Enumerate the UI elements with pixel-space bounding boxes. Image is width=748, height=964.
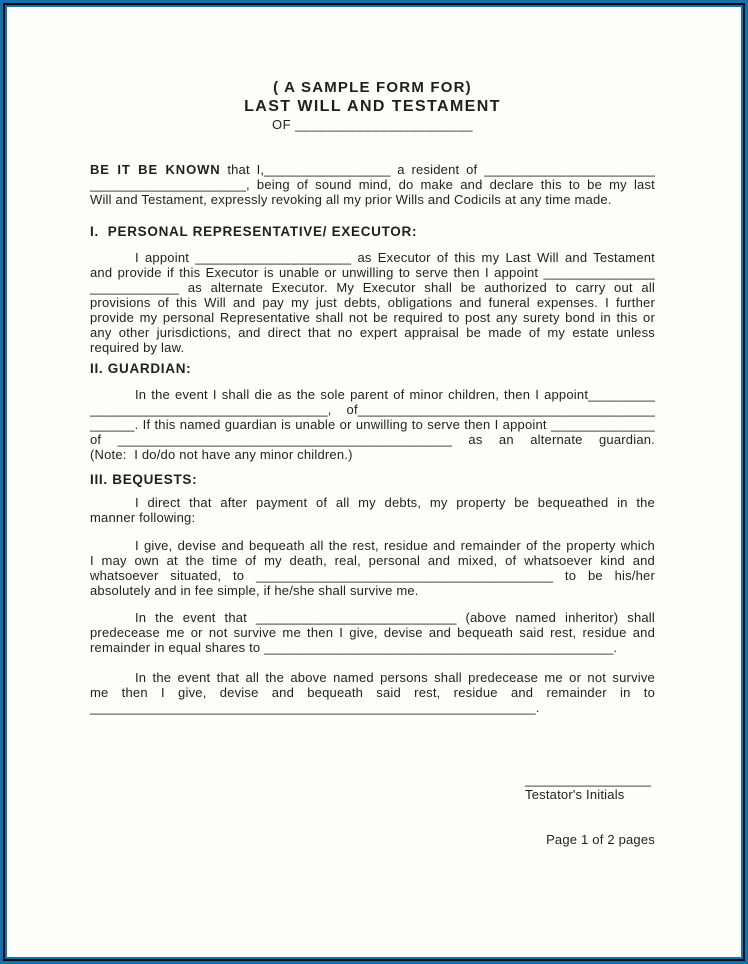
be-it-known-lead: BE IT BE KNOWN xyxy=(90,162,221,177)
form-line: In the event that ___________________________ (above named inheritor) shall xyxy=(135,610,655,625)
form-line: predecease me or not survive me then I give, devise and bequeath said rest, residue and xyxy=(90,625,655,640)
intro-line-3: Will and Testament, expressly revoking all my prior Wills and Codicils at any time made. xyxy=(90,192,612,207)
black-border xyxy=(3,3,745,961)
inner-blue-border xyxy=(5,5,743,959)
section-1-paragraph xyxy=(90,250,655,355)
title-of-blank-line: OF _______________________ xyxy=(272,117,473,132)
form-line: of _____________________________________________ as an alternate guardian. xyxy=(90,432,655,447)
form-line: ____________ as alternate Executor. My Executor shall be authorized to carry out all xyxy=(90,280,655,295)
testators-initials-label: Testator's Initials xyxy=(525,787,625,802)
form-line: absolutely and in fee simple, if he/she shall survive me. xyxy=(90,583,419,598)
section-1-heading: I. PERSONAL REPRESENTATIVE/ EXECUTOR: xyxy=(90,224,418,239)
page-number: Page 1 of 2 pages xyxy=(546,832,655,847)
form-line: ______. If this named guardian is unable or unwilling to serve then I appoint ______________ xyxy=(90,417,655,432)
form-line: I direct that after payment of all my debts, my property be bequeathed in the xyxy=(135,495,655,510)
form-line: I appoint _____________________ as Executor of this my Last Will and Testament xyxy=(135,250,655,265)
form-line: me then I give, devise and bequeath said rest, residue and remainder in to xyxy=(90,685,655,700)
form-line: ____________________________________________________________. xyxy=(90,700,540,715)
form-line: whatsoever situated, to ________________________________________ to be his/her xyxy=(90,568,655,583)
form-line: provisions of this Will and pay my just debts, obligations and funeral expenses. I further xyxy=(90,295,655,310)
form-line: I give, devise and bequeath all the rest, residue and remainder of the property which xyxy=(135,538,655,553)
document-title: LAST WILL AND TESTAMENT xyxy=(244,98,501,115)
initials-blank-line: _________________ xyxy=(525,772,652,787)
section-2-heading: II. GUARDIAN: xyxy=(90,361,192,376)
form-line: In the event that all the above named persons shall predecease me or not survive xyxy=(135,670,655,685)
intro-line-2: _____________________, being of sound mind, do make and declare this to be my last xyxy=(90,177,655,192)
bequests-paragraph-4 xyxy=(90,670,655,715)
bequests-paragraph-1 xyxy=(90,495,655,525)
bequests-paragraph-3 xyxy=(90,610,655,655)
testators-initials-block xyxy=(525,772,655,802)
section-2-paragraph xyxy=(90,387,655,462)
section-3-heading: III. BEQUESTS: xyxy=(90,472,198,487)
form-line: remainder in equal shares to _______________________________________________. xyxy=(90,640,618,655)
form-line: In the event I shall die as the sole parent of minor children, then I appoint_________ xyxy=(135,387,655,402)
form-line: ________________________________, of________________________________________ xyxy=(90,402,655,417)
form-line: required by law. xyxy=(90,340,185,355)
form-line: provide my personal Representative shall not be required to post any surety bond in this or xyxy=(90,310,655,325)
form-line: I may own at the time of my death, real, personal and mixed, of whatsoever kind and xyxy=(90,553,655,568)
intro-paragraph xyxy=(90,162,655,207)
minor-children-note: (Note: I do/do not have any minor children.) xyxy=(90,447,353,462)
form-line: and provide if this Executor is unable or unwilling to serve then I appoint _______________ xyxy=(90,265,655,280)
form-line: any other jurisdictions, and direct that no expert appraisal be made of my estate unless xyxy=(90,325,655,340)
bequests-paragraph-2 xyxy=(90,538,655,598)
document-body xyxy=(90,7,655,847)
intro-line-1: that I,_________________ a resident of _______________________ xyxy=(220,162,656,177)
form-line: manner following: xyxy=(90,510,196,525)
document-subtitle: ( A SAMPLE FORM FOR) xyxy=(273,79,472,96)
